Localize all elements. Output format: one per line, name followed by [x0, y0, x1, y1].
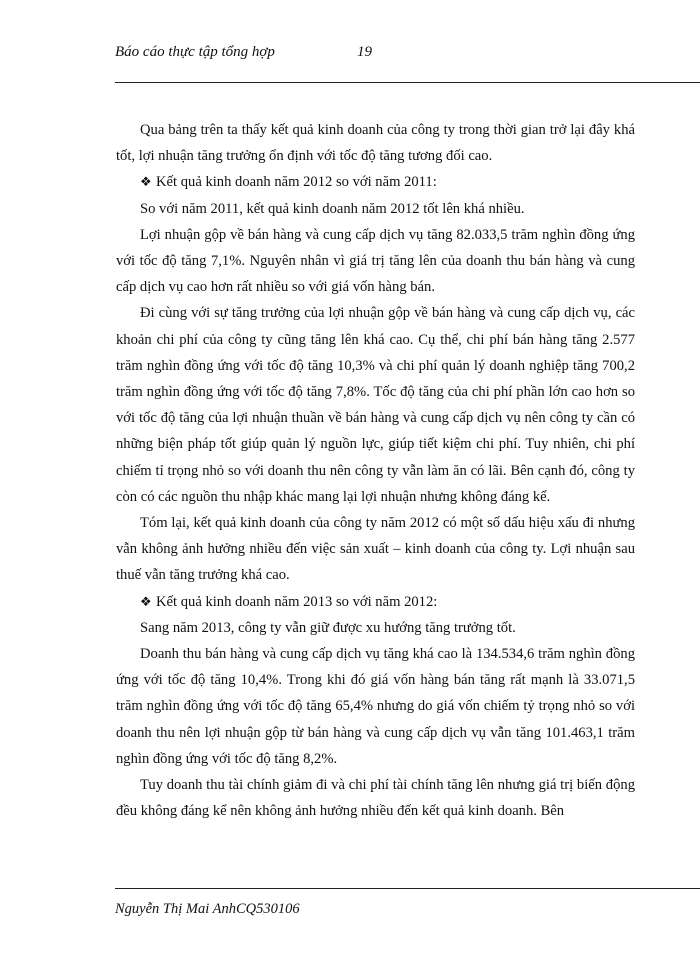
bullet-heading — [116, 589, 635, 615]
paragraph: Qua bảng trên ta thấy kết quả kinh doanh của công ty trong thời gian trở lại đây khá tốt, lợi nhuận tăng trưởng ổn định với tốc độ tăng tương đối cao. — [116, 122, 635, 165]
paragraph: Tuy doanh thu tài chính giảm đi và chi phí tài chính tăng lên nhưng giá trị biến động đều không đáng kể nên không ảnh hưởng nhiều đến kết quả kinh doanh. Bên — [116, 777, 635, 820]
paragraph: Lợi nhuận gộp về bán hàng và cung cấp dịch vụ tăng 82.033,5 trăm nghìn đồng ứng với tốc độ tăng 7,1%. Nguyên nhân vì giá trị tăng lên của doanh thu bán hàng và cung cấp dịch vụ cao hơn rất nhiều so với giá vốn hàng bán. — [116, 226, 635, 296]
bullet-heading-text: Kết quả kinh doanh năm 2013 so với năm 2012: — [156, 593, 438, 610]
diamond-bullet-icon: ❖ — [140, 174, 152, 190]
header-divider — [115, 82, 700, 83]
paragraph: Đi cùng với sự tăng trưởng của lợi nhuận gộp về bán hàng và cung cấp dịch vụ, các khoản chi phí của công ty cũng tăng lên khá cao. Cụ thể, chi phí bán hàng tăng 2.577 trăm nghìn đồng ứng với tốc độ tăng 10,3% và chi phí quản lý doanh nghiệp tăng 700,2 trăm nghìn đồng ứng với tốc độ tăng 7,8%. Tốc độ tăng của chi phí phần lớn cao hơn so với tốc độ tăng của lợi nhuận thuần về bán hàng và cung cấp dịch vụ nên công ty cần có những biện pháp tốt giúp quản lý nguồn lực, giúp tiết kiệm chi phí. Tuy nhiên, chi phí chiếm tỉ trọng nhỏ so với doanh thu nên công ty vẫn làm ăn có lãi. Bên cạnh đó, công ty còn có các nguồn thu nhập khác mang lại lợi nhuận nhưng không đáng kể. — [116, 305, 635, 505]
paragraph: Tóm lại, kết quả kinh doanh của công ty năm 2012 có một số dấu hiệu xấu đi nhưng vẫn không ảnh hưởng nhiều đến việc sản xuất – kinh doanh của công ty. Lợi nhuận sau thuế vẫn tăng trưởng khá cao. — [116, 515, 635, 584]
document-body — [116, 117, 635, 824]
page-header — [115, 44, 700, 68]
paragraph: So với năm 2011, kết quả kinh doanh năm 2012 tốt lên khá nhiều. — [140, 200, 525, 217]
report-title: Báo cáo thực tập tổng hợp — [115, 44, 275, 60]
bullet-heading-text: Kết quả kinh doanh năm 2012 so với năm 2011: — [156, 174, 437, 191]
footer-divider — [115, 888, 700, 889]
paragraph: Sang năm 2013, công ty vẫn giữ được xu hướng tăng trưởng tốt. — [140, 619, 516, 636]
footer-author: Nguyễn Thị Mai AnhCQ530106 — [115, 901, 300, 917]
paragraph: Doanh thu bán hàng và cung cấp dịch vụ tăng khá cao là 134.534,6 trăm nghìn đồng ứng với tốc độ tăng 10,4%. Trong khi đó giá vốn hàng bán tăng rất mạnh là 33.071,5 trăm nghìn đồng ứng với tốc độ tăng 65,4% nhưng do giá vốn chiếm tỷ trọng nhỏ so với doanh thu nên lợi nhuận gộp từ bán hàng và cung cấp dịch vụ vẫn tăng 101.463,1 trăm nghìn đồng ứng với tốc độ tăng 8,2%. — [116, 646, 635, 767]
bullet-heading — [116, 169, 635, 195]
diamond-bullet-icon: ❖ — [140, 593, 152, 609]
page-number: 19 — [357, 44, 372, 60]
